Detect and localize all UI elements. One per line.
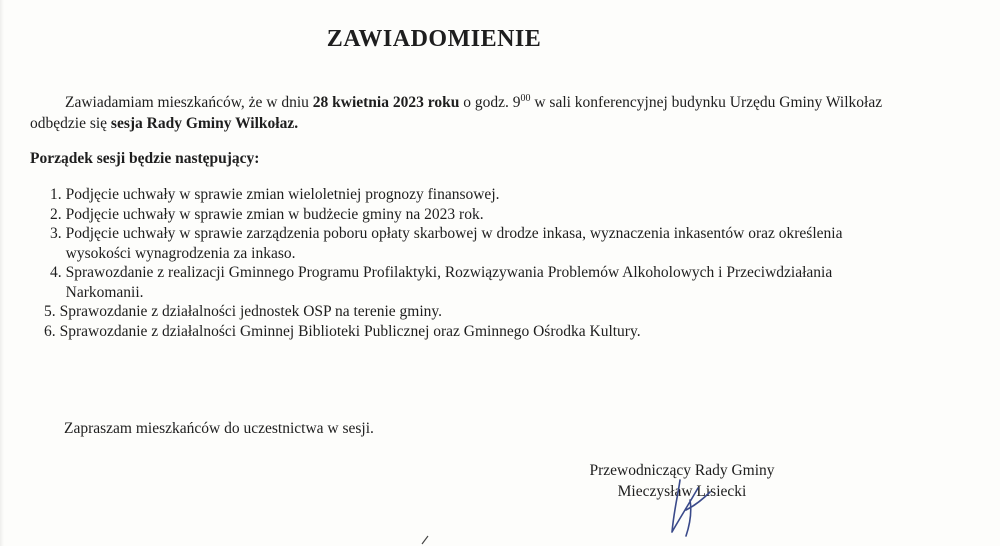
agenda-item-number: 5. <box>44 303 56 320</box>
agenda-item <box>50 224 940 263</box>
stray-ink-mark <box>418 534 438 546</box>
agenda-item <box>44 302 940 322</box>
signatory-role: Przewodniczący Rady Gminy <box>589 462 775 479</box>
agenda-item-number: 2. <box>50 205 62 223</box>
session-date: 28 kwietnia 2023 roku <box>312 94 460 111</box>
agenda-item-text: Podjęcie uchwały w sprawie zmian w budżecie gminy na 2023 rok. <box>65 205 484 223</box>
agenda-item-number: 1. <box>50 186 62 203</box>
scan-edge-shadow <box>0 0 4 546</box>
agenda-item-continuation: Narkomanii. <box>65 283 144 301</box>
agenda-list <box>44 185 940 341</box>
intro-part1: Zawiadamiam mieszkańców, że w dniu <box>65 94 313 111</box>
intro-part3: w sali konferencyjnej budynku Urzędu Gminy Wilkołaz odbędzie się <box>30 94 883 132</box>
agenda-item-text-wrap <box>66 224 940 263</box>
signatory-name: Mieczysław Lisiecki <box>617 483 747 500</box>
agenda-item <box>50 185 940 205</box>
closing-sentence: Zapraszam mieszkańców do uczestnictwa w sesji. <box>64 420 374 437</box>
agenda-item <box>50 263 940 302</box>
handwritten-signature <box>660 470 720 540</box>
agenda-heading: Porządek sesji będzie następujący: <box>30 150 260 167</box>
agenda-item-number: 3. <box>50 225 62 242</box>
agenda-item-number: 6. <box>44 322 56 340</box>
agenda-item-text: Podjęcie uchwały w sprawie zmian wieloletniej prognozy finansowej. <box>65 186 500 203</box>
agenda-item-text: Sprawozdanie z działalności Gminnej Biblioteki Publicznej oraz Gminnego Ośrodka Kultury. <box>59 322 641 340</box>
agenda-item-number: 4. <box>50 264 62 281</box>
agenda-item-text: Sprawozdanie z działalności jednostek OSP na terenie gminy. <box>59 303 442 320</box>
agenda-item <box>50 205 940 225</box>
agenda-item-text: Sprawozdanie z realizacji Gminnego Programu Profilaktyki, Rozwiązywania Problemów Alkoholowych i Przeciwdziałania <box>65 264 833 281</box>
agenda-item-text-wrap <box>66 263 940 302</box>
intro-part2: o godz. 9 <box>459 94 521 111</box>
agenda-item-continuation: wysokości wynagrodzenia za inkaso. <box>65 244 296 262</box>
agenda-item <box>44 322 940 342</box>
session-name: sesja Rady Gminy Wilkołaz. <box>110 115 299 132</box>
intro-paragraph <box>30 92 930 134</box>
document-title: ZAWIADOMIENIE <box>326 26 542 52</box>
time-superscript: 00 <box>520 92 531 104</box>
agenda-item-text: Podjęcie uchwały w sprawie zarządzenia poboru opłaty skarbowej w drodze inkasa, wyznaczenia inkasentów oraz określenia <box>65 225 843 242</box>
